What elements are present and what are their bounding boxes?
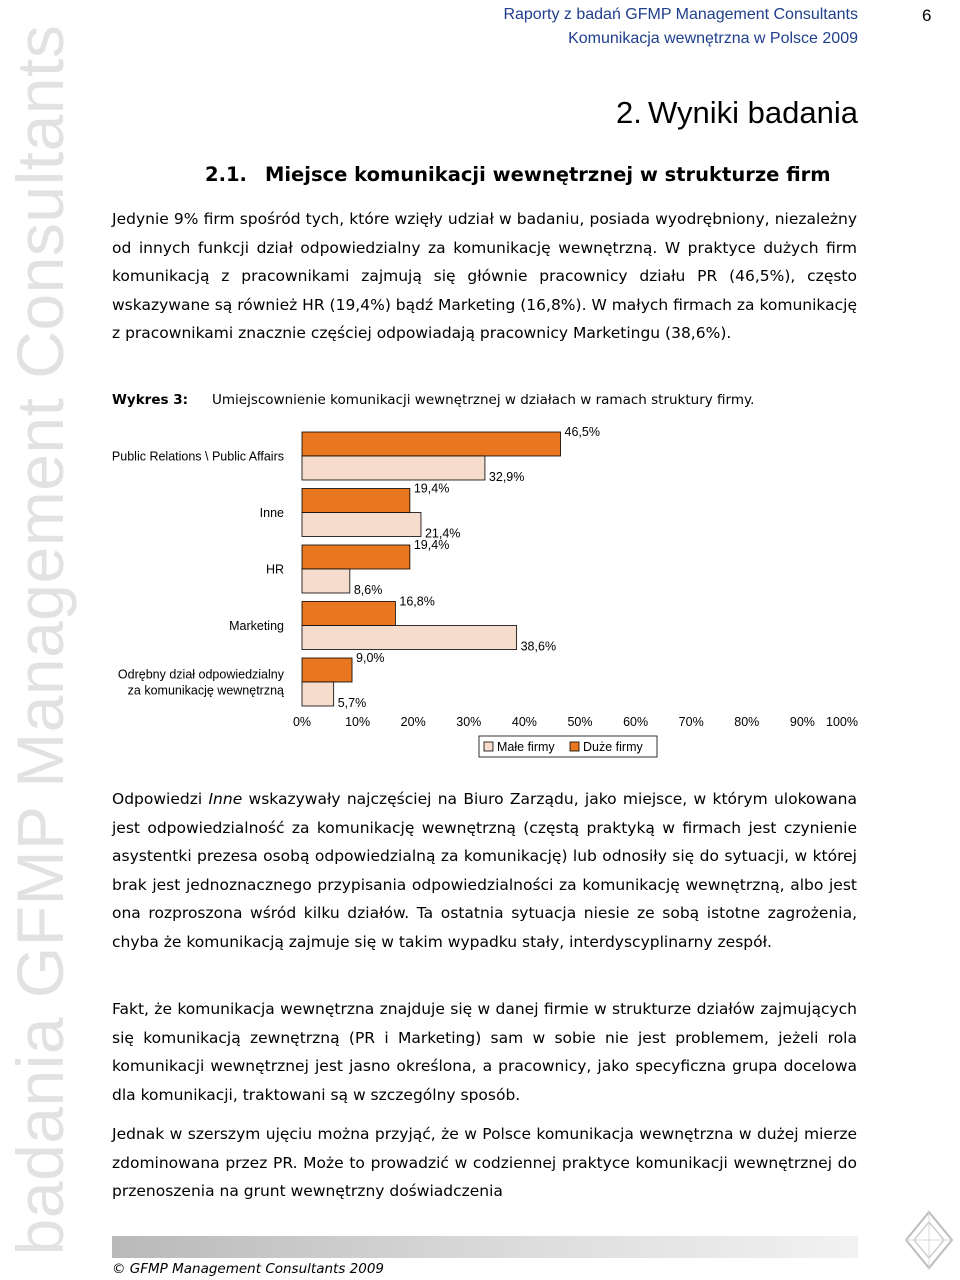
paragraph-inne-rest: wskazywały najczęściej na Biuro Zarządu, jako miejsce, w którym ulokowana jest odpowiedzialność za komunikację wewnętrzną (częstą praktyką w firmach jest czynienie asystentki prezesa osobą odpowiedzialną za komunikację) lub odnosiły się do sytuacji, w której brak jest jednoznacznego przypisania odpowiedzialności za komunikację wewnętrzną, albo jest ona rozproszona wśród kilku działów. Ta ostatnia sytuacja niesie ze sobą istotne zagrożenia, chyba że komunikacją zajmuje się w takim wypadku stały, interdyscyplinarny zespół. bbox=[112, 790, 857, 951]
watermark-text: badania GFMP Management Consultants bbox=[3, 24, 77, 1256]
bar-value-label: 9,0% bbox=[356, 651, 385, 665]
legend-swatch bbox=[570, 742, 579, 751]
paragraph-inne-start: Odpowiedzi bbox=[112, 790, 209, 808]
bar-value-label: 32,9% bbox=[488, 470, 525, 484]
page-number: 6 bbox=[922, 6, 932, 25]
bar bbox=[302, 489, 410, 513]
category-label: Odrębny dział odpowiedzialny bbox=[117, 667, 284, 682]
legend-label: Duże firmy bbox=[583, 740, 643, 754]
footer-copyright: © GFMP Management Consultants 2009 bbox=[112, 1261, 384, 1277]
paragraph-fact: Fakt, że komunikacja wewnętrzna znajduje się w danej firmie w strukturze działów zajmujących się komunikacją zewnętrzną (PR i Marketing) sam w sobie nie jest problemem, jeżeli rola komunikacji wewnętrznej jest jasno określona, a pracownicy, jako specyficzna grupa docelowa dla komunikacji, traktowani są w szczególny sposób. bbox=[112, 1000, 857, 1104]
bar bbox=[302, 456, 485, 480]
subsection-heading bbox=[205, 163, 831, 186]
category-labels bbox=[112, 449, 285, 697]
emphasis-inne: Inne bbox=[208, 790, 243, 808]
bar-value-label: 16,8% bbox=[399, 594, 435, 609]
bar bbox=[302, 602, 395, 626]
paragraph-conclusion: Jednak w szerszym ujęciu można przyjąć, że w Polsce komunikacja wewnętrzna w dużej mierze zdominowana przez PR. Może to prowadzić w codziennej praktyce komunikacji wewnętrznej do przenoszenia na grunt wewnętrzny doświadczenia bbox=[112, 1125, 857, 1200]
category-label: za komunikację wewnętrzną bbox=[127, 683, 284, 698]
bar bbox=[302, 545, 410, 569]
subsection-title: Miejsce komunikacji wewnętrznej w strukturze firm bbox=[264, 163, 831, 186]
bar-value-label: 19,4% bbox=[413, 481, 450, 496]
x-tick-label: 50% bbox=[567, 715, 593, 729]
watermark bbox=[0, 0, 80, 1280]
gfmp-logo-icon bbox=[904, 1210, 954, 1270]
category-label: Inne bbox=[259, 505, 284, 520]
x-tick-label: 80% bbox=[734, 715, 760, 729]
bar-value-label: 21,4% bbox=[424, 526, 461, 541]
category-label: Public Relations \ Public Affairs bbox=[111, 449, 284, 464]
bar bbox=[302, 432, 561, 456]
x-tick-label: 30% bbox=[456, 715, 482, 729]
x-tick-label: 70% bbox=[678, 715, 704, 729]
footer-bar bbox=[112, 1236, 858, 1258]
header-report-subtitle: Komunikacja wewnętrzna w Polsce 2009 bbox=[568, 30, 858, 47]
bar-value-label: 38,6% bbox=[520, 639, 557, 654]
bar bbox=[302, 569, 350, 593]
paragraph-inne bbox=[112, 785, 857, 956]
bar bbox=[302, 682, 334, 706]
x-tick-label: 10% bbox=[345, 715, 371, 729]
bar bbox=[302, 626, 517, 650]
x-axis-ticks bbox=[293, 715, 858, 729]
bar-value-label: 19,4% bbox=[413, 538, 450, 552]
bar-value-label: 5,7% bbox=[337, 696, 367, 710]
bar-chart bbox=[96, 420, 864, 765]
legend-label: Małe firmy bbox=[497, 740, 555, 754]
x-tick-label: 100% bbox=[826, 715, 858, 729]
bar bbox=[302, 658, 352, 682]
category-label: Marketing bbox=[229, 618, 284, 633]
section-title: 2. Wyniki badania bbox=[615, 95, 858, 130]
x-tick-label: 0% bbox=[292, 715, 312, 729]
x-tick-label: 40% bbox=[511, 715, 537, 729]
paragraph-intro: Jedynie 9% firm spośród tych, które wzięły udział w badaniu, posiada wyodrębniony, niezależny od innych funkcji dział odpowiedzialny za komunikację wewnętrzną. W praktyce dużych firm komunikacją z pracownikami zajmują się głównie pracownicy działu PR (46,5%), często wskazywane są również HR (19,4%) bądź Marketing (16,8%). W małych firmach za komunikację z pracownikami znacznie częściej odpowiadają pracownicy Marketingu (38,6%). bbox=[112, 210, 857, 342]
legend-swatch bbox=[484, 742, 493, 751]
category-label: HR bbox=[265, 562, 284, 577]
bar bbox=[302, 513, 421, 537]
header-report-title: Raporty z badań GFMP Management Consultants bbox=[503, 6, 858, 23]
x-tick-label: 20% bbox=[400, 715, 426, 729]
x-tick-label: 90% bbox=[789, 715, 815, 729]
figure-label: Wykres 3: bbox=[112, 392, 189, 408]
bar-value-label: 46,5% bbox=[564, 425, 600, 439]
subsection-number: 2.1. bbox=[205, 163, 247, 186]
bar-value-label: 8,6% bbox=[353, 583, 383, 597]
chart-legend bbox=[479, 736, 657, 757]
x-tick-label: 60% bbox=[623, 715, 649, 729]
figure-caption: Umiejscownienie komunikacji wewnętrznej w działach w ramach struktury firmy. bbox=[212, 392, 755, 408]
